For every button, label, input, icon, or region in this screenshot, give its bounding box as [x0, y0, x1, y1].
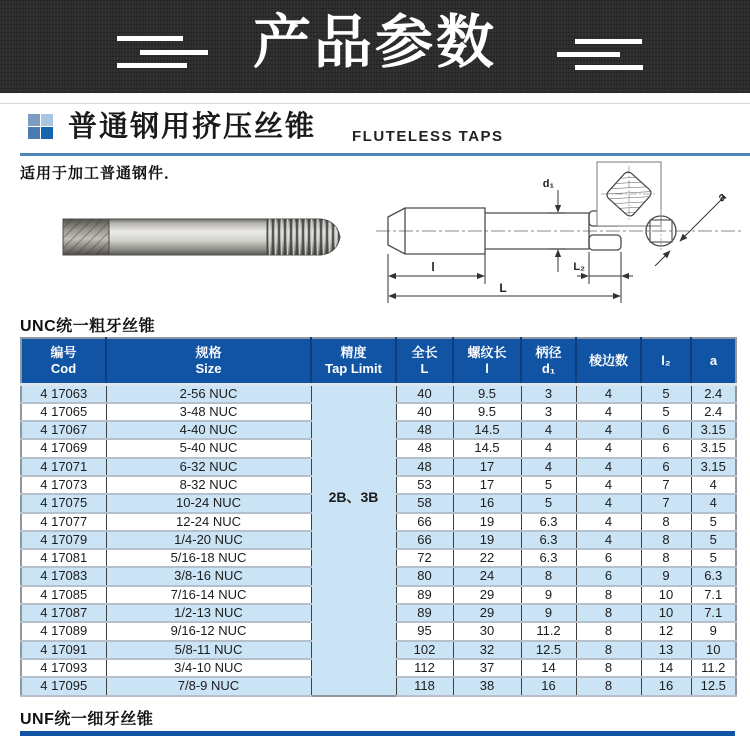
- banner-deco-line: [575, 39, 642, 44]
- value-cell: 80: [396, 567, 453, 585]
- table-header-row: [21, 338, 736, 384]
- application-note: 适用于加工普通钢件．: [20, 165, 181, 182]
- size-cell: 5/8-11 NUC: [106, 641, 311, 659]
- value-cell: 7.1: [691, 586, 736, 604]
- value-cell: 19: [453, 531, 521, 549]
- value-cell: 6: [641, 421, 691, 439]
- col-header-shank-dia: 柄径 d₁: [521, 338, 576, 384]
- value-cell: 3: [521, 403, 576, 421]
- value-cell: 89: [396, 586, 453, 604]
- value-cell: 95: [396, 622, 453, 640]
- value-cell: 58: [396, 494, 453, 512]
- code-cell: 4 17083: [21, 567, 106, 585]
- value-cell: 8: [641, 513, 691, 531]
- value-cell: 2.4: [691, 403, 736, 421]
- value-cell: 6.3: [521, 513, 576, 531]
- banner-deco-line: [117, 63, 187, 68]
- value-cell: 29: [453, 586, 521, 604]
- value-cell: 4: [521, 421, 576, 439]
- value-cell: 5: [691, 531, 736, 549]
- value-cell: 8: [576, 622, 641, 640]
- value-cell: 14.5: [453, 421, 521, 439]
- tap-limit-merged-cell: 2B、3B: [311, 384, 396, 696]
- banner-deco-line: [575, 65, 643, 70]
- value-cell: 11.2: [521, 622, 576, 640]
- value-cell: 4: [576, 403, 641, 421]
- square-icon: [41, 114, 53, 126]
- col-header-l2: l₂: [641, 338, 691, 384]
- code-cell: 4 17089: [21, 622, 106, 640]
- value-cell: 16: [453, 494, 521, 512]
- value-cell: 38: [453, 677, 521, 695]
- value-cell: 6: [576, 567, 641, 585]
- value-cell: 5: [521, 494, 576, 512]
- value-cell: 14.5: [453, 439, 521, 457]
- section-underline: [20, 153, 750, 156]
- value-cell: 7.1: [691, 604, 736, 622]
- unc-spec-table: [20, 337, 737, 697]
- value-cell: 6.3: [691, 567, 736, 585]
- value-cell: 4: [576, 476, 641, 494]
- value-cell: 4: [691, 476, 736, 494]
- value-cell: 4: [576, 531, 641, 549]
- value-cell: 4: [576, 458, 641, 476]
- size-cell: 6-32 NUC: [106, 458, 311, 476]
- value-cell: 14: [521, 659, 576, 677]
- size-cell: 2-56 NUC: [106, 384, 311, 403]
- banner-title: 产品参数: [252, 10, 497, 75]
- col-header-overall-length: 全长 L: [396, 338, 453, 384]
- code-cell: 4 17093: [21, 659, 106, 677]
- size-cell: 3/4-10 NUC: [106, 659, 311, 677]
- value-cell: 8: [641, 531, 691, 549]
- value-cell: 10: [641, 586, 691, 604]
- value-cell: 89: [396, 604, 453, 622]
- value-cell: 48: [396, 439, 453, 457]
- code-cell: 4 17091: [21, 641, 106, 659]
- dim-label-d1: d₁: [542, 178, 554, 190]
- value-cell: 9.5: [453, 384, 521, 403]
- code-cell: 4 17065: [21, 403, 106, 421]
- value-cell: 12.5: [691, 677, 736, 695]
- value-cell: 3.15: [691, 421, 736, 439]
- code-cell: 4 17067: [21, 421, 106, 439]
- value-cell: 72: [396, 549, 453, 567]
- value-cell: 30: [453, 622, 521, 640]
- value-cell: 7: [641, 476, 691, 494]
- size-cell: 3-48 NUC: [106, 403, 311, 421]
- value-cell: 8: [576, 641, 641, 659]
- banner: [0, 0, 750, 93]
- unf-table-title: UNF统一细牙丝锥: [20, 711, 154, 728]
- code-cell: 4 17071: [21, 458, 106, 476]
- value-cell: 102: [396, 641, 453, 659]
- value-cell: 66: [396, 513, 453, 531]
- value-cell: 53: [396, 476, 453, 494]
- value-cell: 4: [576, 421, 641, 439]
- value-cell: 3.15: [691, 439, 736, 457]
- value-cell: 16: [641, 677, 691, 695]
- value-cell: 5: [691, 513, 736, 531]
- value-cell: 8: [576, 677, 641, 695]
- value-cell: 4: [521, 458, 576, 476]
- value-cell: 22: [453, 549, 521, 567]
- col-header-code: 编号 Cod: [21, 338, 106, 384]
- code-cell: 4 17079: [21, 531, 106, 549]
- size-cell: 10-24 NUC: [106, 494, 311, 512]
- value-cell: 6: [641, 439, 691, 457]
- tap-dimension-drawing: [373, 158, 745, 310]
- value-cell: 6: [576, 549, 641, 567]
- size-cell: 7/16-14 NUC: [106, 586, 311, 604]
- banner-deco-line: [117, 36, 183, 41]
- value-cell: 9: [641, 567, 691, 585]
- value-cell: 5: [521, 476, 576, 494]
- col-header-size: 规格 Size: [106, 338, 311, 384]
- value-cell: 8: [576, 586, 641, 604]
- value-cell: 8: [576, 659, 641, 677]
- code-cell: 4 17081: [21, 549, 106, 567]
- value-cell: 19: [453, 513, 521, 531]
- square-icon: [41, 127, 53, 139]
- value-cell: 5: [691, 549, 736, 567]
- size-cell: 1/4-20 NUC: [106, 531, 311, 549]
- size-cell: 5/16-18 NUC: [106, 549, 311, 567]
- value-cell: 10: [641, 604, 691, 622]
- value-cell: 11.2: [691, 659, 736, 677]
- value-cell: 14: [641, 659, 691, 677]
- size-cell: 4-40 NUC: [106, 421, 311, 439]
- value-cell: 48: [396, 421, 453, 439]
- value-cell: 5: [641, 384, 691, 403]
- value-cell: 9.5: [453, 403, 521, 421]
- value-cell: 9: [521, 604, 576, 622]
- col-header-tap-limit: 精度 Tap Limit: [311, 338, 396, 384]
- code-cell: 4 17069: [21, 439, 106, 457]
- col-header-thread-length: 螺纹长 l: [453, 338, 521, 384]
- size-cell: 12-24 NUC: [106, 513, 311, 531]
- col-header-a: a: [691, 338, 736, 384]
- value-cell: 40: [396, 384, 453, 403]
- value-cell: 8: [641, 549, 691, 567]
- value-cell: 48: [396, 458, 453, 476]
- value-cell: 6.3: [521, 549, 576, 567]
- value-cell: 8: [576, 604, 641, 622]
- table-row: [21, 384, 736, 403]
- code-cell: 4 17063: [21, 384, 106, 403]
- section-title-cn: 普通钢用挤压丝锥: [68, 111, 317, 143]
- banner-deco-line: [140, 50, 208, 55]
- divider-line: [0, 103, 750, 104]
- value-cell: 66: [396, 531, 453, 549]
- value-cell: 29: [453, 604, 521, 622]
- value-cell: 17: [453, 476, 521, 494]
- value-cell: 8: [521, 567, 576, 585]
- value-cell: 12: [641, 622, 691, 640]
- size-cell: 1/2-13 NUC: [106, 604, 311, 622]
- value-cell: 13: [641, 641, 691, 659]
- dim-label-a: a: [714, 189, 729, 205]
- tap-product-photo: [55, 206, 345, 268]
- value-cell: 37: [453, 659, 521, 677]
- value-cell: 12.5: [521, 641, 576, 659]
- value-cell: 4: [576, 384, 641, 403]
- square-icon: [28, 127, 40, 139]
- size-cell: 7/8-9 NUC: [106, 677, 311, 695]
- value-cell: 4: [521, 439, 576, 457]
- size-cell: 5-40 NUC: [106, 439, 311, 457]
- value-cell: 24: [453, 567, 521, 585]
- square-icon: [28, 114, 40, 126]
- size-cell: 9/16-12 NUC: [106, 622, 311, 640]
- dim-label-L2: L₂: [573, 261, 585, 273]
- value-cell: 4: [691, 494, 736, 512]
- size-cell: 8-32 NUC: [106, 476, 311, 494]
- col-header-edge-count: 棱边数: [576, 338, 641, 384]
- value-cell: 16: [521, 677, 576, 695]
- code-cell: 4 17087: [21, 604, 106, 622]
- value-cell: 2.4: [691, 384, 736, 403]
- next-table-top-edge: [20, 731, 735, 736]
- value-cell: 9: [691, 622, 736, 640]
- value-cell: 32: [453, 641, 521, 659]
- value-cell: 5: [641, 403, 691, 421]
- value-cell: 4: [576, 513, 641, 531]
- banner-deco-line: [557, 52, 620, 57]
- value-cell: 6: [641, 458, 691, 476]
- value-cell: 10: [691, 641, 736, 659]
- section-title-en: FLUTELESS TAPS: [352, 128, 504, 145]
- value-cell: 4: [576, 439, 641, 457]
- value-cell: 118: [396, 677, 453, 695]
- value-cell: 17: [453, 458, 521, 476]
- value-cell: 9: [521, 586, 576, 604]
- code-cell: 4 17073: [21, 476, 106, 494]
- value-cell: 7: [641, 494, 691, 512]
- value-cell: 3: [521, 384, 576, 403]
- code-cell: 4 17095: [21, 677, 106, 695]
- value-cell: 112: [396, 659, 453, 677]
- value-cell: 4: [576, 494, 641, 512]
- dim-label-l: l: [431, 260, 435, 274]
- value-cell: 3.15: [691, 458, 736, 476]
- unc-table-title: UNC统一粗牙丝锥: [20, 318, 156, 335]
- value-cell: 40: [396, 403, 453, 421]
- code-cell: 4 17075: [21, 494, 106, 512]
- code-cell: 4 17077: [21, 513, 106, 531]
- value-cell: 6.3: [521, 531, 576, 549]
- size-cell: 3/8-16 NUC: [106, 567, 311, 585]
- dim-label-L: L: [499, 281, 507, 295]
- code-cell: 4 17085: [21, 586, 106, 604]
